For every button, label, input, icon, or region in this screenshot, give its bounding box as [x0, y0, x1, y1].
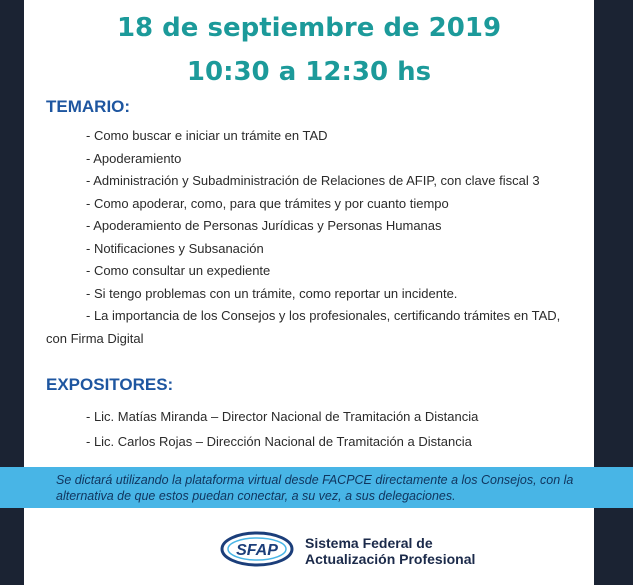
- temario-item: - Administración y Subadministración de Relaciones de AFIP, con clave fiscal 3: [86, 173, 540, 188]
- temario-item: - Si tengo problemas con un trámite, como reportar un incidente.: [86, 286, 458, 301]
- temario-item: - Como apoderar, como, para que trámites y por cuanto tiempo: [86, 196, 449, 211]
- banner-line2: alternativa de que estos puedan conectar, a su vez, a sus delegaciones.: [56, 489, 456, 503]
- expositor-item: - Lic. Carlos Rojas – Dirección Nacional de Tramitación a Distancia: [86, 434, 472, 449]
- temario-item: - Apoderamiento: [86, 151, 182, 166]
- org-name-line2: Actualización Profesional: [305, 551, 476, 567]
- expositor-item: - Lic. Matías Miranda – Director Nacional de Tramitación a Distancia: [86, 409, 479, 424]
- banner-line1: Se dictará utilizando la plataforma virtual desde FACPCE directamente a los Consejos, con la: [56, 473, 574, 487]
- temario-heading: TEMARIO:: [46, 97, 131, 116]
- banner-text: [56, 472, 596, 504]
- event-date: 18 de septiembre de 2019: [116, 13, 502, 43]
- org-name-line1: Sistema Federal de: [305, 535, 433, 551]
- event-time: 10:30 a 12:30 hs: [186, 57, 432, 87]
- sfap-logo-text: SFAP: [236, 542, 278, 559]
- temario-item-continuation: con Firma Digital: [46, 331, 144, 346]
- temario-item: - Como buscar e iniciar un trámite en TAD: [86, 128, 328, 143]
- expositores-heading: EXPOSITORES:: [46, 375, 174, 394]
- temario-item: - Apoderamiento de Personas Jurídicas y Personas Humanas: [86, 218, 442, 233]
- info-banner: [0, 467, 633, 508]
- temario-item: - Como consultar un expediente: [86, 263, 271, 278]
- organization-name: [305, 535, 475, 567]
- sfap-logo: [219, 530, 295, 568]
- temario-item: - La importancia de los Consejos y los profesionales, certificando trámites en TAD,: [86, 308, 561, 323]
- temario-item: - Notificaciones y Subsanación: [86, 241, 264, 256]
